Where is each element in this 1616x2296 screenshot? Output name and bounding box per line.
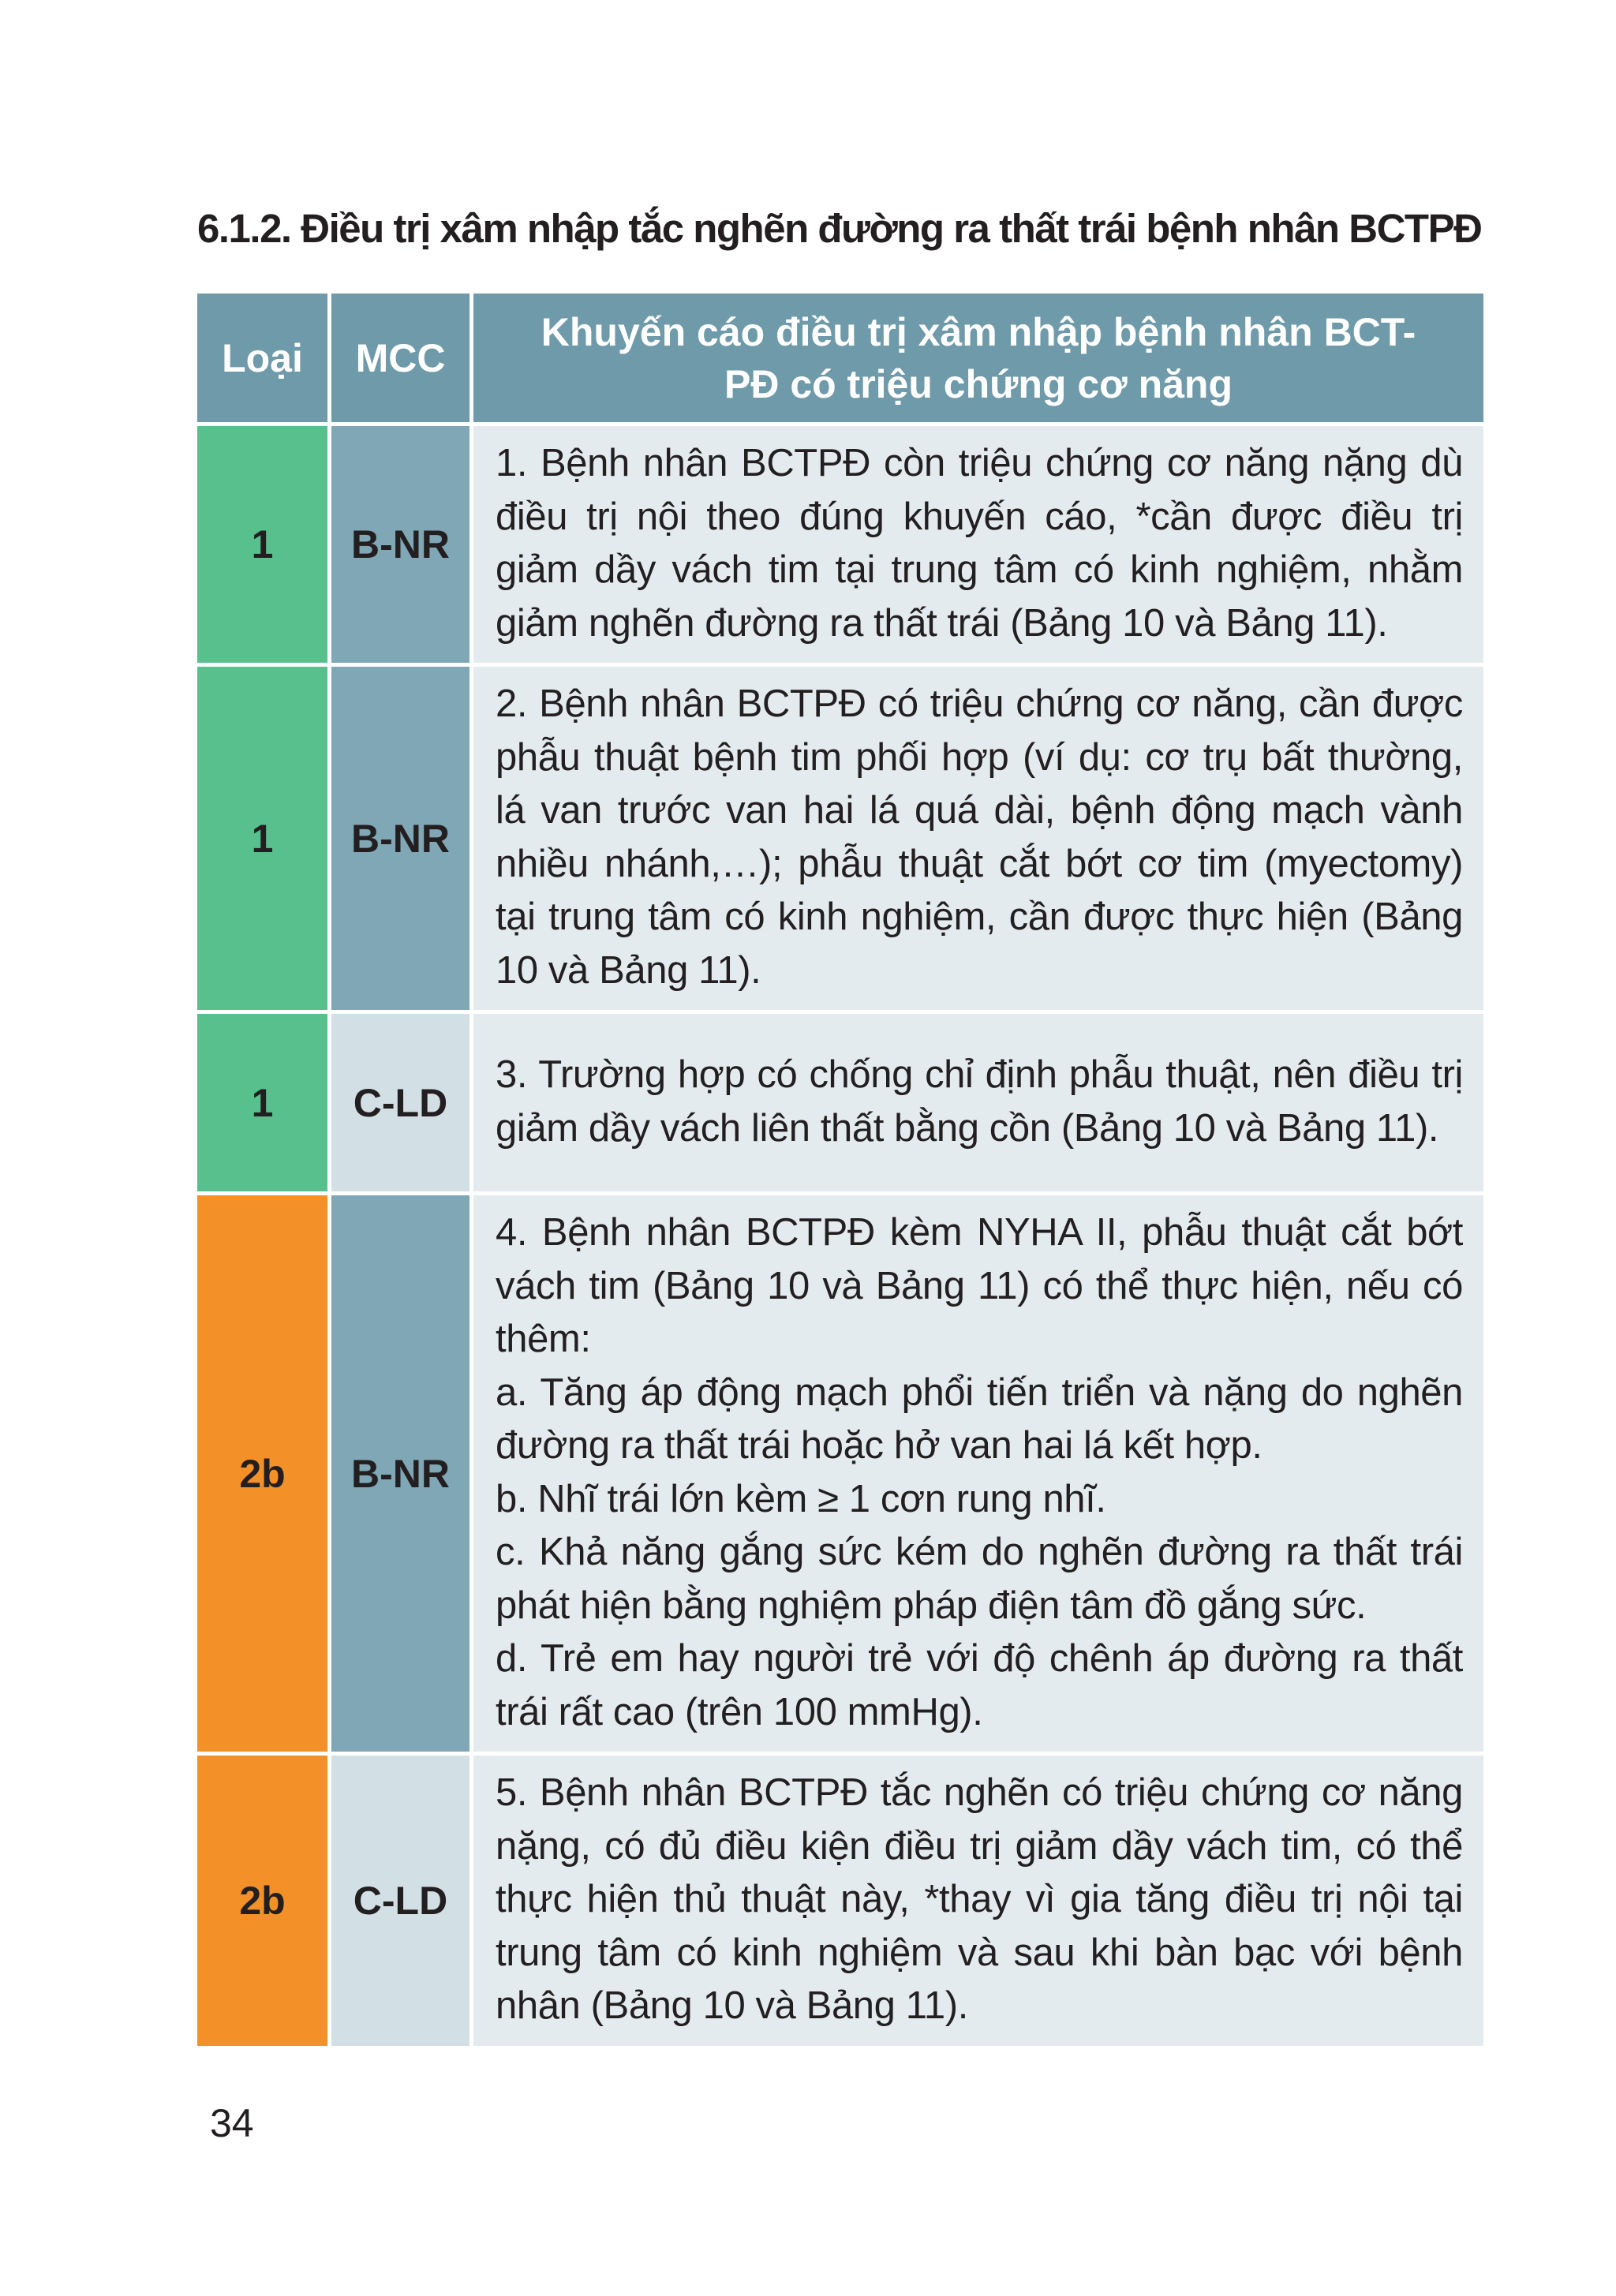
table-row xyxy=(197,1756,1483,2050)
recommendation-text: 3. Trường hợp có chống chỉ định phẫu thuật, nên điều trị giảm dầy vách liên thất bằng cồn (Bảng 10 và Bảng 11). xyxy=(473,1014,1483,1195)
loe-cell: B-NR xyxy=(331,1195,473,1756)
page-title: 6.1.2. Điều trị xâm nhập tắc nghẽn đường ra thất trái bệnh nhân BCTPĐ xyxy=(197,206,1482,251)
loe-cell: B-NR xyxy=(331,667,473,1014)
recommendation-text: 5. Bệnh nhân BCTPĐ tắc nghẽn có triệu chứng cơ năng nặng, có đủ điều kiện điều trị giảm dầy vách tim, có thể thực hiện thủ thuật này, *thay vì gia tăng điều trị nội tại trung tâm có kinh nghiệm và sau khi bàn bạc với bệnh nhân (Bảng 10 và Bảng 11). xyxy=(473,1756,1483,2050)
recommendation-line: b. Nhĩ trái lớn kèm ≥ 1 cơn rung nhĩ. xyxy=(496,1477,1106,1520)
class-cell: 1 xyxy=(197,667,331,1014)
class-cell: 1 xyxy=(197,426,331,667)
loe-cell: C-LD xyxy=(331,1014,473,1195)
table-row xyxy=(197,667,1483,1014)
table-row xyxy=(197,1195,1483,1756)
header-recommendation-line-2: PĐ có triệu chứng cơ năng xyxy=(724,361,1233,406)
recommendation-text: 2. Bệnh nhân BCTPĐ có triệu chứng cơ năng, cần được phẫu thuật bệnh tim phối hợp (ví dụ: cơ trụ bất thường, lá van trước van hai lá quá dài, bệnh động mạch vành nhiều nhánh,…); phẫu thuật cắt bớt cơ tim (myectomy) tại trung tâm có kinh nghiệm, cần được thực hiện (Bảng 10 và Bảng 11). xyxy=(473,667,1483,1014)
recommendation-line: a. Tăng áp động mạch phổi tiến triển và nặng do nghẽn đường ra thất trái hoặc hở van hai lá kết hợp. xyxy=(496,1370,1463,1467)
table-row xyxy=(197,426,1483,667)
header-loai: Loại xyxy=(197,294,331,426)
table-header-row xyxy=(197,294,1483,426)
recommendation-line: d. Trẻ em hay người trẻ với độ chênh áp đường ra thất trái rất cao (trên 100 mmHg). xyxy=(496,1637,1463,1733)
recommendation-text xyxy=(473,1195,1483,1756)
header-recommendation xyxy=(473,294,1483,426)
class-cell: 2b xyxy=(197,1195,331,1756)
recommendation-text: 1. Bệnh nhân BCTPĐ còn triệu chứng cơ năng nặng dù điều trị nội theo đúng khuyến cáo, *cần được điều trị giảm dầy vách tim tại trung tâm có kinh nghiệm, nhằm giảm nghẽn đường ra thất trái (Bảng 10 và Bảng 11). xyxy=(473,426,1483,667)
header-recommendation-line-1: Khuyến cáo điều trị xâm nhập bệnh nhân BCT- xyxy=(541,309,1416,354)
table-row xyxy=(197,1014,1483,1195)
recommendation-line: 4. Bệnh nhân BCTPĐ kèm NYHA II, phẫu thuật cắt bớt vách tim (Bảng 10 và Bảng 11) có thể thực hiện, nếu có thêm: xyxy=(496,1211,1463,1360)
class-cell: 1 xyxy=(197,1014,331,1195)
header-mcc: MCC xyxy=(331,294,473,426)
recommendation-table xyxy=(197,294,1483,2050)
class-cell: 2b xyxy=(197,1756,331,2050)
page-number: 34 xyxy=(210,2101,254,2145)
recommendation-line: c. Khả năng gắng sức kém do nghẽn đường ra thất trái phát hiện bằng nghiệm pháp điện tâm đồ gắng sức. xyxy=(496,1531,1463,1627)
loe-cell: C-LD xyxy=(331,1756,473,2050)
loe-cell: B-NR xyxy=(331,426,473,667)
